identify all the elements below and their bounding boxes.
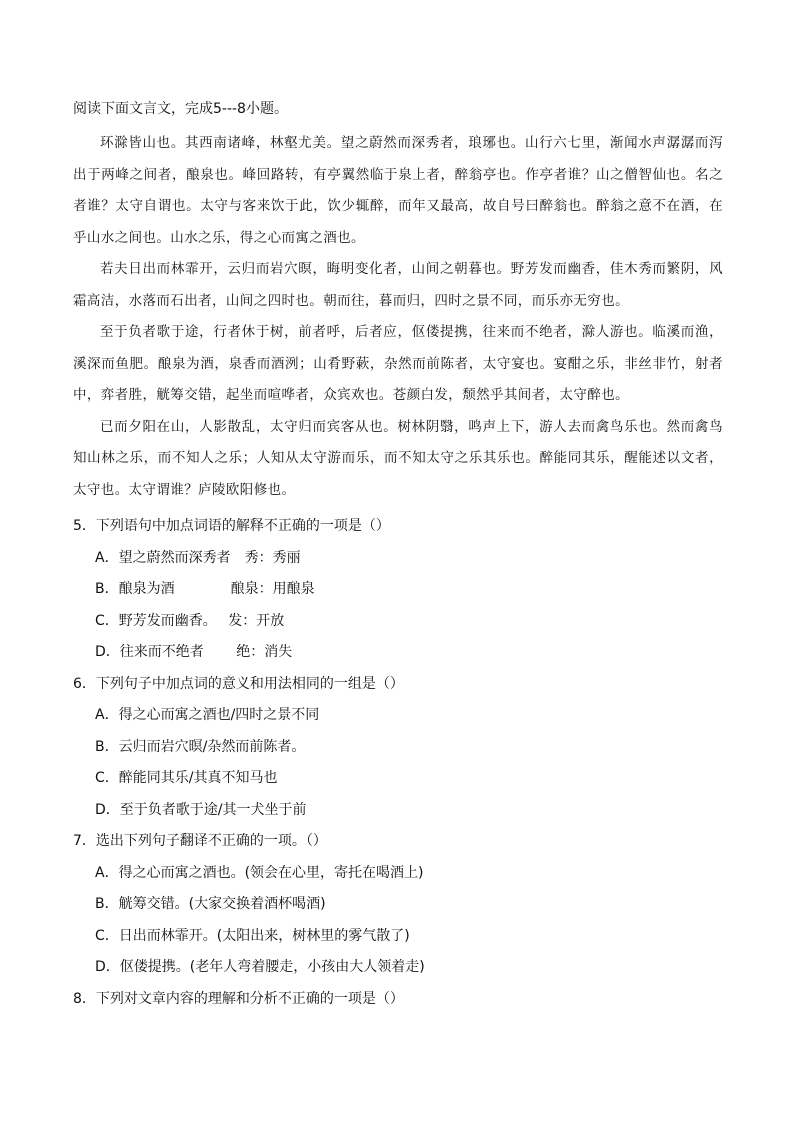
question-stem: 5．下列语句中加点词语的解释不正确的一项是（） [73, 518, 390, 534]
passage-paragraph: 环滁皆山也。其西南诸峰，林壑尤美。望之蔚然而深秀者，琅琊也。山行六七里，渐闻水声潺潺而泻出于两峰之间者，酿泉也。峰回路转，有亭翼然临于泉上者，醉翁亭也。作亭者谁？山之僧智仙也。名之者谁？太守自谓也。太守与客来饮于此，饮少辄醉，而年又最高，故自号曰醉翁也。醉翁之意不在酒，在乎山水之间也。山水之乐，得之心而寓之酒也。 [73, 135, 723, 246]
question-5 [73, 511, 733, 669]
option-d: D．伛偻提携。(老年人弯着腰走，小孩由大人领着走) [95, 959, 425, 975]
question-stem: 7．选出下列句子翻译不正确的一项。（） [73, 833, 327, 849]
classical-passage [73, 128, 723, 506]
option-c: C．日出而林霏开。(太阳出来，树林里的雾气散了) [95, 927, 410, 944]
option-c: C．野芳发而幽香。 发：开放 [95, 612, 285, 629]
passage-paragraph: 至于负者歌于途，行者休于树，前者呼，后者应，伛偻提携，往来而不绝者，滁人游也。临溪而渔，溪深而鱼肥。酿泉为酒，泉香而酒洌；山肴野蔌，杂然而前陈者，太守宴也。宴酣之乐，非丝非竹，射者中，弈者胜，觥筹交错，起坐而喧哗者，众宾欢也。苍颜白发，颓然乎其间者，太守醉也。 [73, 324, 723, 403]
option-a: A．得之心而寓之酒也。(领会在心里，寄托在喝酒上) [95, 864, 424, 881]
question-7 [73, 826, 733, 984]
passage-paragraph: 若夫日出而林霏开，云归而岩穴暝，晦明变化者，山间之朝暮也。野芳发而幽香，佳木秀而繁阴，风霜高洁，水落而石出者，山间之四时也。朝而往，暮而归，四时之景不同，而乐亦无穷也。 [73, 261, 723, 309]
option-b: B．酿泉为酒 酿泉：用酿泉 [95, 581, 315, 597]
option-d: D．往来而不绝者 绝：消失 [95, 644, 293, 660]
question-8 [73, 984, 733, 1016]
option-c: C．醉能同其乐/其真不知马也 [95, 770, 278, 786]
option-a: A．得之心而寓之酒也/四时之景不同 [95, 707, 320, 723]
passage-paragraph: 已而夕阳在山，人影散乱，太守归而宾客从也。树林阴翳，鸣声上下，游人去而禽鸟乐也。然而禽鸟知山林之乐，而不知人之乐；人知从太守游而乐，而不知太守之乐其乐也。醉能同其乐，醒能述以文者，太守也。太守谓谁？庐陵欧阳修也。 [73, 418, 723, 498]
question-stem: 8．下列对文章内容的理解和分析不正确的一项是（） [73, 990, 404, 1007]
option-b: B．觥筹交错。(大家交换着酒杯喝酒) [95, 896, 326, 912]
option-a: A．望之蔚然而深秀者 秀：秀丽 [95, 549, 301, 566]
reading-instruction: 阅读下面文言文，完成5---8小题。 [73, 101, 288, 117]
question-stem: 6．下列句子中加点词的意义和用法相同的一组是（） [73, 675, 404, 692]
question-6 [73, 669, 733, 827]
option-b: B．云归而岩穴暝/杂然而前陈者。 [95, 738, 306, 755]
option-d: D．至于负者歌于途/其一犬坐于前 [95, 801, 307, 818]
question-list [73, 511, 733, 1015]
